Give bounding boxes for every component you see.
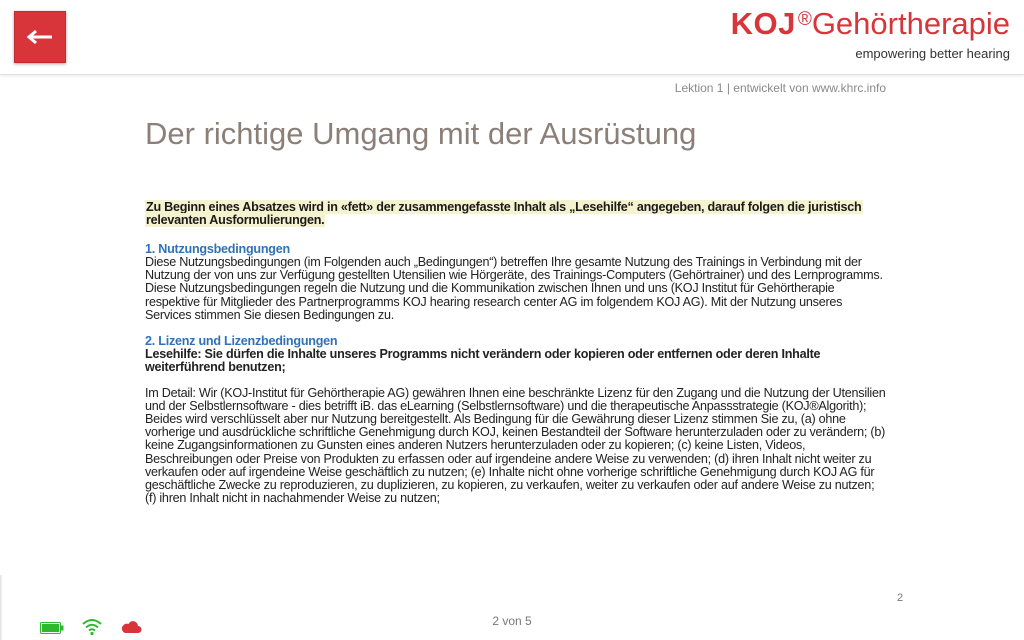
app-header: [0, 0, 1024, 75]
back-button[interactable]: [14, 11, 66, 63]
section-summary-lizenz: Lesehilfe: Sie dürfen die Inhalte unseres Programms nicht verändern oder kopieren oder entfernen oder deren Inhalte weiterführend benutzen;: [145, 346, 821, 374]
lesson-meta: Lektion 1 | entwickelt von www.khrc.info: [674, 81, 886, 95]
section-text-lizenz: Im Detail: Wir (KOJ-Institut für Gehörtherapie AG) gewähren Ihnen eine beschränkte Lizenz für den Zugang und die Nutzung der Utensilien und der Selbstlernsoftware - dies betrifft iB. das eLearning (Selbstlernsoftware) und die therapeutische Anpassstrategie (KOJ®Algorith); Beides wird verschlüsselt aber nur Nutzung bereitgestellt. Als Bedingung für die Gewährung dieser Lizenz stimmen Sie zu, (a) ohne vorherige und ausdrückliche schriftliche Genehmigung durch KOJ, keinen Bestandteil der Software herunterzuladen oder zu verändern; (b) keine Zugangsinformationen zu Gunsten eines anderen Nutzers herunterzuladen oder zu kopieren; (c) keine Listen, Videos, Beschreibungen oder Preise von Produkten zu erfassen oder auf irgendeine andere Weise zu verwenden; (d) ihren Inhalt nicht weiter zu verkaufen oder auf irgendeine Weise geschäftlich zu nutzen; (e) Inhalte nicht ohne vorherige schriftliche Genehmigung durch KOJ AG für geschäftliche Zwecke zu reproduzieren, zu duplizieren, zu kopieren, zu verkaufen, weiter zu verkaufen oder auf andere Weise zu nutzen; (f) ihren Inhalt nicht in nachahmender Weise zu nutzen;: [145, 386, 886, 505]
brand-tagline: empowering better hearing: [855, 46, 1010, 61]
section-heading-nutzungsbedingungen: 1. Nutzungsbedingungen: [145, 242, 290, 257]
wifi-icon: [82, 618, 102, 636]
page-number: 2: [896, 592, 904, 604]
brand-registered-mark: ®: [797, 9, 812, 30]
intro-note-text: Zu Beginn eines Absatzes wird in «fett» der zusammengefasste Inhalt als „Lesehilfe“ angegeben, darauf folgen die juristisch relevanten Ausformulierungen.: [146, 200, 862, 228]
battery-icon: [40, 622, 64, 634]
brand-name: Gehörtherapie: [811, 6, 1010, 41]
intro-note: [145, 201, 887, 227]
brand-logo: [731, 6, 1010, 61]
brand-koj: KOJ: [730, 6, 796, 41]
document-body: [145, 201, 887, 505]
section-text-nutzungsbedingungen: Diese Nutzungsbedingungen (im Folgenden auch „Bedingungen“) betreffen Ihre gesamte Nutzung des Trainings in Verbindung mit der Nutzung der von uns zur Verfügung gestellten Utensilien wie Hörgeräte, des Trainings-Computers (Gehörtrainer) und des Lernprogramms. Diese Nutzungsbedingungen regeln die Nutzung und die Kommunikation zwischen Ihnen und uns (KOJ Institut für Gehörtherapie respektive für Mitglieder des Partnerprogramms KOJ hearing research center AG im folgendem KOJ AG). Mit der Nutzung unseres Services stimmen Sie diesen Bedingungen zu.: [145, 255, 883, 322]
page-title: Der richtige Umgang mit der Ausrüstung: [145, 116, 697, 151]
section-heading-lizenz: 2. Lizenz und Lizenzbedingungen: [145, 333, 338, 348]
arrow-left-icon: [26, 29, 54, 45]
pager-indicator: 2 von 5: [492, 614, 532, 628]
cloud-icon: [120, 620, 142, 634]
side-edge-shadow: [0, 575, 3, 640]
